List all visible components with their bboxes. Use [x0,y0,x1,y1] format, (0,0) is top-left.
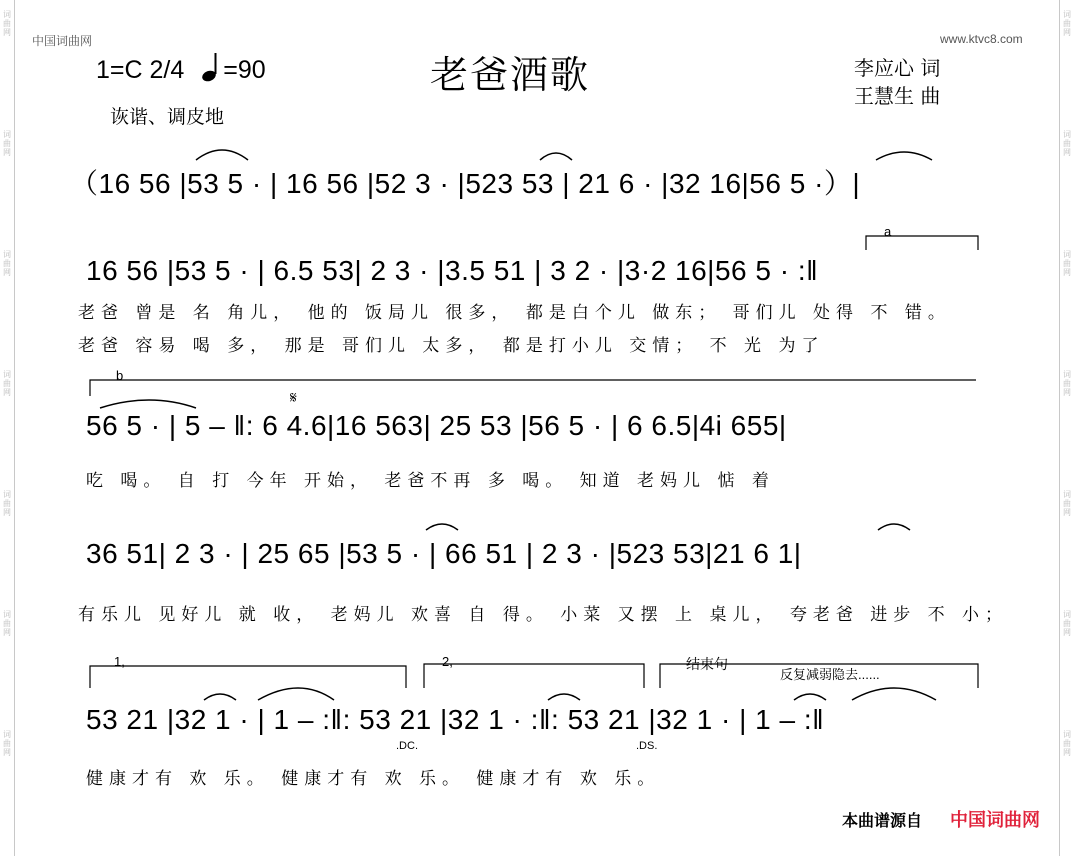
tie-mark [100,400,196,408]
watermark-mark: 词 曲 网 [1063,250,1071,277]
footer-source-site[interactable]: 中国词曲网 [950,810,1040,831]
slur-mark [794,694,826,700]
watermark-mark: 词 曲 网 [1063,490,1071,517]
slur-mark [548,694,580,700]
song-title: 老爸酒歌 [430,53,591,97]
fade-note: 反复减弱隐去...... [780,667,880,682]
watermark-mark: 词 曲 网 [3,370,11,397]
volta-b-bracket [90,380,976,396]
ds-mark: .DS. [636,740,658,752]
watermark-mark: 词 曲 网 [3,130,11,157]
volta-a-label: a [884,224,892,239]
lyric-line: 健康才有 欢 乐。 健康才有 欢 乐。 健康才有 欢 乐。 [86,769,661,789]
lyricist: 李应心 词 [854,56,941,80]
site-url[interactable]: www.ktvc8.com [940,32,1023,46]
slur-mark [540,153,572,160]
lyric-line: 老爸 容易 喝 多， 那是 哥们儿 太多， 都是打小儿 交情； 不 光 为了 [78,336,825,356]
slur-mark [196,150,248,160]
slur-mark [426,524,458,530]
score-line-intro: （16 56 |53 5 · | 16 56 |52 3 · |523 53 | 21 6 · |32 16|56 5 ·）| [70,168,861,199]
key-meter: 1=C 2/4 [96,56,185,84]
watermark-mark: 词 曲 网 [1063,130,1071,157]
expression-note: 诙谐、调皮地 [110,106,225,128]
volta-a-bracket [866,236,978,250]
tie-mark [258,688,334,700]
ending-1-label: 1, [114,654,125,669]
slur-mark [876,152,932,160]
site-name: 中国词曲网 [32,34,93,48]
lyric-line: 老爸 曾是 名 角儿， 他的 饭局儿 很多， 都是白个儿 做东； 哥们儿 处得 不 错。 [78,303,951,323]
footer-source-label: 本曲谱源自 [842,811,923,830]
score-line-bridge: 56 5 · | 5 – ‖: 6 4.6|16 563| 25 53 |56 5 · | 6 6.5|4i 655| [86,410,787,441]
slur-mark [204,694,236,700]
ending-2-bracket [424,664,644,688]
watermark-mark: 词 曲 网 [3,610,11,637]
volta-b-label: b [116,368,124,383]
score-line-endings: 53 21 |32 1 · | 1 – :‖: 53 21 |32 1 · :‖: 53 21 |32 1 · | 1 – :‖ [86,704,825,735]
ending-2-label: 2, [442,654,453,669]
watermark-mark: 词 曲 网 [3,250,11,277]
slur-mark [878,524,910,530]
score-line-verse: 16 56 |53 5 · | 6.5 53| 2 3 · |3.5 51 | 3 2 · |3·2 16|56 5 · :‖ [86,255,819,286]
segno-icon: 𝄋 [290,390,297,407]
watermark-mark: 词 曲 网 [3,730,11,757]
score-line-chorus: 36 51| 2 3 · | 25 65 |53 5 · | 66 51 | 2 3 · |523 53|21 6 1| [86,538,802,569]
dc-mark: .DC. [396,740,418,752]
composer: 王慧生 曲 [854,84,941,108]
tie-mark [852,688,936,700]
watermark-mark: 词 曲 网 [3,10,11,37]
watermark-mark: 词 曲 网 [1063,10,1071,37]
watermark-mark: 词 曲 网 [3,490,11,517]
ending-1-bracket [90,666,406,688]
watermark-mark: 词 曲 网 [1063,610,1071,637]
ending-final-label: 结束句 [686,656,728,672]
watermark-mark: 词 曲 网 [1063,730,1071,757]
lyric-line: 有乐儿 见好儿 就 收， 老妈儿 欢喜 自 得。 小菜 又摆 上 桌儿， 夸老爸 进步 不 小； [78,605,1009,625]
watermark-mark: 词 曲 网 [1063,370,1071,397]
lyric-line: 吃 喝。 自 打 今年 开始， 老爸不再 多 喝。 知道 老妈儿 惦 着 [86,471,775,491]
tempo-value: =90 [223,56,266,84]
